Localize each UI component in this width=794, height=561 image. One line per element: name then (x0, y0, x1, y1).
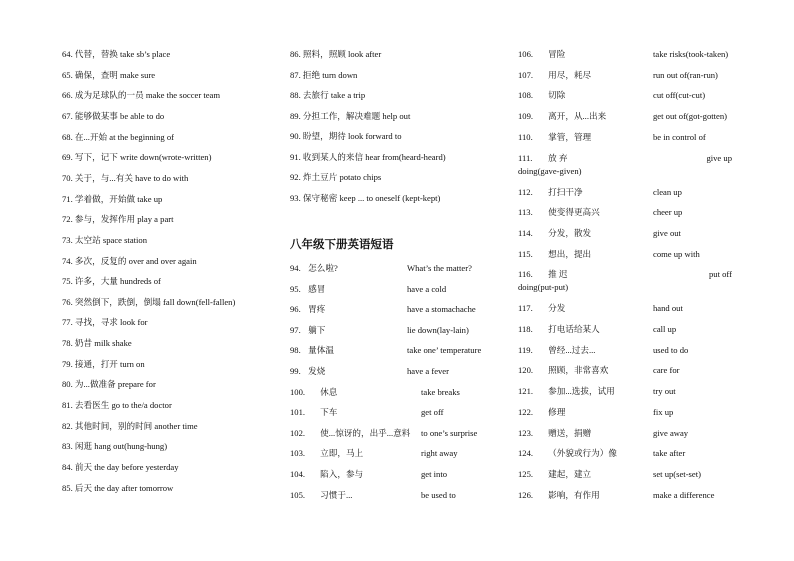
phrase-row (290, 303, 500, 315)
english-phrase: make the soccer team (145, 90, 221, 101)
phrase-row (518, 406, 738, 418)
english-phrase: used to do (653, 344, 689, 355)
chinese-meaning: 突然倒下，跌倒，倒塌 (74, 296, 161, 307)
phrase-row (290, 344, 500, 356)
english-phrase: have a cold (407, 283, 447, 294)
phrase-row (518, 248, 738, 260)
item-number: 123. (518, 427, 534, 438)
phrase-row (518, 447, 738, 459)
english-phrase: get off (421, 407, 444, 418)
chinese-meaning: 发烧 (308, 366, 326, 376)
english-phrase: make a difference (653, 489, 715, 500)
item-number: 126. (518, 489, 534, 500)
english-phrase: make sure (120, 69, 156, 80)
phrase-row (290, 151, 446, 163)
chinese-meaning: 写下，记下 (74, 152, 118, 163)
phrase-row (62, 234, 147, 246)
phrase-row (62, 255, 197, 267)
chinese-meaning: 寻找，寻求 (74, 317, 118, 328)
english-phrase: the day after tomorrow (94, 482, 174, 493)
phrase-row (290, 171, 381, 183)
item-number: 101. (290, 407, 306, 418)
item-number: 70. (62, 172, 73, 183)
item-number: 116. (518, 269, 533, 280)
item-number: 105. (290, 489, 306, 500)
english-phrase: the day before yesterday (94, 462, 179, 472)
phrase-row (62, 337, 132, 349)
english-phrase: turn on (120, 358, 145, 369)
item-number: 80. (62, 379, 73, 390)
phrase-continuation: doing(gave-given) (518, 165, 582, 176)
chinese-meaning: 确保，查明 (74, 69, 118, 80)
phrase-row (62, 378, 156, 390)
chinese-meaning: 盼望，期待 (302, 131, 346, 141)
english-phrase: look forward to (348, 131, 402, 141)
item-number: 113. (518, 207, 533, 218)
phrase-row (290, 365, 500, 377)
chinese-meaning: 想出，提出 (548, 248, 592, 259)
chinese-meaning: （外貌或行为）像 (548, 448, 617, 459)
item-number: 103. (290, 448, 306, 459)
chinese-meaning: 躺下 (308, 324, 326, 335)
chinese-meaning: 前天 (74, 462, 93, 472)
phrase-row (290, 262, 500, 274)
english-phrase: take a trip (330, 90, 366, 100)
chinese-meaning: 赠送，捐赠 (548, 427, 592, 438)
phrase-row (290, 89, 365, 101)
english-phrase: get out of(got-gotten) (653, 111, 727, 122)
item-number: 66. (62, 90, 73, 101)
item-number: 102. (290, 427, 306, 438)
item-number: 78. (62, 338, 73, 349)
item-number: 115. (518, 248, 533, 259)
item-number: 82. (62, 420, 73, 431)
chinese-meaning: 保守秘密 (302, 192, 338, 203)
chinese-meaning: 量体温 (308, 345, 334, 356)
item-number: 111. (518, 152, 533, 163)
item-number: 75. (62, 276, 73, 287)
item-number: 72. (62, 214, 73, 225)
item-number: 84. (62, 462, 73, 472)
chinese-meaning: 学着做，开始做 (74, 193, 136, 204)
phrase-row (62, 440, 167, 452)
phrase-row (62, 296, 235, 308)
phrase-row (518, 344, 738, 356)
english-phrase: cheer up (653, 207, 683, 218)
chinese-meaning: 成为足球队的一员 (74, 90, 144, 101)
phrase-row (290, 468, 500, 480)
english-phrase: give out (653, 227, 681, 238)
chinese-meaning: 去旅行 (302, 90, 329, 100)
phrase-row (62, 89, 220, 101)
english-phrase: lie down(lay-lain) (407, 324, 469, 335)
chinese-meaning: 太空站 (74, 234, 101, 245)
chinese-meaning: 打扫干净 (548, 186, 583, 197)
chinese-meaning: 分发 (548, 303, 566, 314)
chinese-meaning: 推 迟 (548, 269, 568, 280)
chinese-meaning: 立即，马上 (320, 448, 364, 459)
item-number: 67. (62, 110, 73, 121)
phrase-row (62, 131, 174, 143)
chinese-meaning: 闲逛 (74, 441, 93, 452)
phrase-row (518, 131, 738, 143)
phrase-row (62, 48, 170, 60)
phrase-row (290, 489, 500, 501)
english-phrase: put off (709, 269, 732, 280)
chinese-meaning: 陷入，参与 (320, 469, 364, 479)
item-number: 99. (290, 366, 301, 376)
item-number: 120. (518, 365, 534, 376)
english-phrase: look for (120, 317, 148, 328)
item-number: 68. (62, 131, 73, 142)
chinese-meaning: 曾经...过去... (548, 344, 596, 355)
chinese-meaning: 用尽，耗尽 (548, 69, 592, 80)
phrase-continuation: doing(put-put) (518, 282, 569, 293)
phrase-row (62, 213, 174, 225)
phrase-row (518, 489, 738, 501)
phrase-row (290, 447, 500, 459)
item-number: 86. (290, 49, 301, 59)
chinese-meaning: 代替，替换 (74, 49, 118, 59)
chinese-meaning: 切除 (548, 90, 566, 101)
chinese-meaning: 在...开始 (74, 131, 108, 142)
item-number: 118. (518, 324, 533, 334)
chinese-meaning: 使...惊讶的，出乎...意料 (320, 427, 411, 438)
chinese-meaning: 离开，从...出来 (548, 111, 607, 122)
english-phrase: go to the/a doctor (111, 400, 172, 411)
item-number: 117. (518, 303, 533, 314)
phrase-row (290, 283, 500, 295)
chinese-meaning: 放 弃 (548, 152, 568, 163)
english-phrase: run out of(ran-run) (653, 69, 718, 80)
english-phrase: help out (382, 110, 411, 121)
item-number: 110. (518, 131, 533, 142)
chinese-meaning: 奶昔 (74, 338, 93, 349)
chinese-meaning: 修理 (548, 406, 566, 417)
chinese-meaning: 感冒 (308, 283, 326, 294)
phrase-row (518, 268, 738, 280)
english-phrase: another time (154, 420, 198, 431)
phrase-row (290, 69, 357, 81)
english-phrase: play a part (137, 214, 174, 225)
phrase-row (290, 406, 500, 418)
item-number: 114. (518, 227, 533, 238)
english-phrase: fall down(fell-fallen) (163, 296, 236, 307)
chinese-meaning: 冒险 (548, 49, 566, 59)
english-phrase: take one’ temperature (407, 345, 482, 356)
chinese-meaning: 分担工作，解决难题 (302, 110, 381, 121)
english-phrase: care for (653, 365, 680, 376)
item-number: 100. (290, 386, 306, 397)
item-number: 107. (518, 69, 534, 80)
english-phrase: give up (706, 152, 732, 163)
english-phrase: fix up (653, 406, 674, 417)
english-phrase: hear from(heard-heard) (365, 151, 446, 162)
chinese-meaning: 习惯于... (320, 489, 353, 500)
phrase-row (290, 110, 410, 122)
item-number: 98. (290, 345, 301, 356)
item-number: 122. (518, 406, 534, 417)
item-number: 88. (290, 90, 301, 100)
item-number: 65. (62, 69, 73, 80)
phrase-row (62, 151, 211, 163)
english-phrase: be in control of (653, 131, 706, 142)
chinese-meaning: 其他时间，别的时间 (74, 420, 153, 431)
phrase-row (290, 192, 440, 204)
english-phrase: call up (653, 324, 677, 334)
phrase-row (518, 152, 738, 164)
phrase-row (518, 110, 738, 122)
item-number: 79. (62, 358, 73, 369)
english-phrase: take after (653, 448, 686, 459)
english-phrase: be used to (421, 489, 456, 500)
english-phrase: right away (421, 448, 458, 459)
english-phrase: have a stomachache (407, 304, 476, 315)
english-phrase: hand out (653, 303, 683, 314)
phrase-row (62, 316, 148, 328)
chinese-meaning: 拒绝 (302, 69, 321, 80)
phrase-row (518, 385, 738, 397)
english-phrase: to one’s surprise (421, 427, 478, 438)
chinese-meaning: 掌管，管理 (548, 131, 592, 142)
item-number: 91. (290, 151, 301, 162)
item-number: 69. (62, 152, 73, 163)
phrase-row (290, 386, 500, 398)
item-number: 104. (290, 469, 306, 479)
english-phrase: give away (653, 427, 689, 438)
chinese-meaning: 接通，打开 (74, 358, 118, 369)
item-number: 108. (518, 90, 534, 101)
item-number: 90. (290, 131, 301, 141)
phrase-row (518, 227, 738, 239)
chinese-meaning: 使变得更高兴 (548, 207, 600, 218)
item-number: 112. (518, 186, 533, 197)
section-heading: 八年级下册英语短语 (290, 237, 394, 251)
phrase-row (518, 323, 738, 335)
phrase-row (62, 399, 172, 411)
item-number: 64. (62, 49, 73, 59)
english-phrase: set up(set-set) (653, 468, 701, 479)
chinese-meaning: 去看医生 (74, 400, 110, 411)
phrase-row (290, 427, 500, 439)
item-number: 71. (62, 193, 73, 204)
chinese-meaning: 分发，散发 (548, 227, 592, 238)
english-phrase: keep ... to oneself (kept-kept) (339, 192, 441, 203)
english-phrase: take sb’s place (120, 49, 171, 59)
item-number: 124. (518, 448, 534, 459)
item-number: 125. (518, 468, 534, 479)
chinese-meaning: 建起，建立 (548, 468, 592, 479)
phrase-row (62, 420, 198, 432)
phrase-row (518, 206, 738, 218)
phrase-row (62, 275, 161, 287)
english-phrase: space station (102, 234, 148, 245)
item-number: 87. (290, 69, 301, 80)
item-number: 85. (62, 482, 73, 493)
english-phrase: prepare for (117, 379, 156, 390)
english-phrase: look after (348, 49, 382, 59)
english-phrase: cut off(cut-cut) (653, 90, 706, 101)
item-number: 106. (518, 49, 534, 59)
chinese-meaning: 许多，大量 (74, 276, 118, 287)
chinese-meaning: 能够做某事 (74, 110, 118, 121)
english-phrase: write down(wrote-written) (120, 152, 212, 163)
phrase-row (518, 89, 738, 101)
chinese-meaning: 照顾，非常喜欢 (548, 365, 609, 376)
phrase-row (62, 358, 145, 370)
item-number: 76. (62, 296, 73, 307)
item-number: 109. (518, 111, 534, 122)
phrase-row (290, 48, 381, 60)
chinese-meaning: 休息 (320, 386, 338, 397)
chinese-meaning: 照料，照顾 (302, 49, 346, 59)
chinese-meaning: 为...做准备 (74, 379, 116, 390)
chinese-meaning: 胃疼 (308, 304, 326, 315)
phrase-row (518, 69, 738, 81)
phrase-row (518, 48, 738, 60)
phrase-row (290, 324, 500, 336)
chinese-meaning: 炸土豆片 (302, 172, 338, 182)
english-phrase: at the beginning of (109, 131, 174, 142)
item-number: 97. (290, 324, 301, 335)
item-number: 121. (518, 386, 534, 397)
english-phrase: hundreds of (120, 276, 161, 287)
phrase-row (518, 468, 738, 480)
phrase-row (62, 482, 173, 494)
english-phrase: take breaks (421, 386, 460, 397)
chinese-meaning: 收到某人的来信 (302, 151, 364, 162)
chinese-meaning: 后天 (74, 482, 93, 493)
item-number: 94. (290, 263, 301, 273)
chinese-meaning: 参与，发挥作用 (74, 214, 136, 225)
english-phrase: be able to do (120, 110, 165, 121)
chinese-meaning: 关于，与...有关 (74, 172, 133, 183)
item-number: 96. (290, 304, 301, 315)
chinese-meaning: 打电话给某人 (548, 324, 600, 334)
phrase-row (62, 193, 162, 205)
english-phrase: try out (653, 386, 676, 397)
english-phrase: turn down (322, 69, 358, 80)
item-number: 73. (62, 234, 73, 245)
chinese-meaning: 怎么啦? (308, 263, 338, 273)
item-number: 92. (290, 172, 301, 182)
english-phrase: have a fever (407, 366, 449, 376)
chinese-meaning: 下车 (320, 407, 338, 418)
chinese-meaning: 影响，有作用 (548, 489, 600, 500)
chinese-meaning: 多次，反复的 (74, 255, 127, 266)
english-phrase: take up (137, 193, 163, 204)
english-phrase: clean up (653, 186, 682, 197)
english-phrase: come up with (653, 248, 700, 259)
phrase-row (518, 427, 738, 439)
item-number: 81. (62, 400, 73, 411)
english-phrase: potato chips (339, 172, 382, 182)
item-number: 95. (290, 283, 301, 294)
item-number: 93. (290, 192, 301, 203)
english-phrase: have to do with (135, 172, 189, 183)
english-phrase: over and over again (128, 255, 197, 266)
english-phrase: get into (421, 469, 448, 479)
item-number: 74. (62, 255, 73, 266)
phrase-row (62, 110, 164, 122)
item-number: 77. (62, 317, 73, 328)
phrase-row (62, 69, 155, 81)
phrase-row (62, 172, 188, 184)
chinese-meaning: 参加...选拔，试用 (548, 386, 615, 397)
item-number: 119. (518, 344, 533, 355)
item-number: 83. (62, 441, 73, 452)
english-phrase: take risks(took-taken) (653, 49, 729, 59)
phrase-row (62, 461, 179, 473)
phrase-row (518, 186, 738, 198)
english-phrase: hang out(hung-hung) (94, 441, 168, 452)
phrase-row (290, 130, 402, 142)
phrase-row (518, 364, 738, 376)
english-phrase: What’s the matter? (407, 263, 472, 273)
phrase-row (518, 302, 738, 314)
english-phrase: milk shake (94, 338, 132, 349)
item-number: 89. (290, 110, 301, 121)
